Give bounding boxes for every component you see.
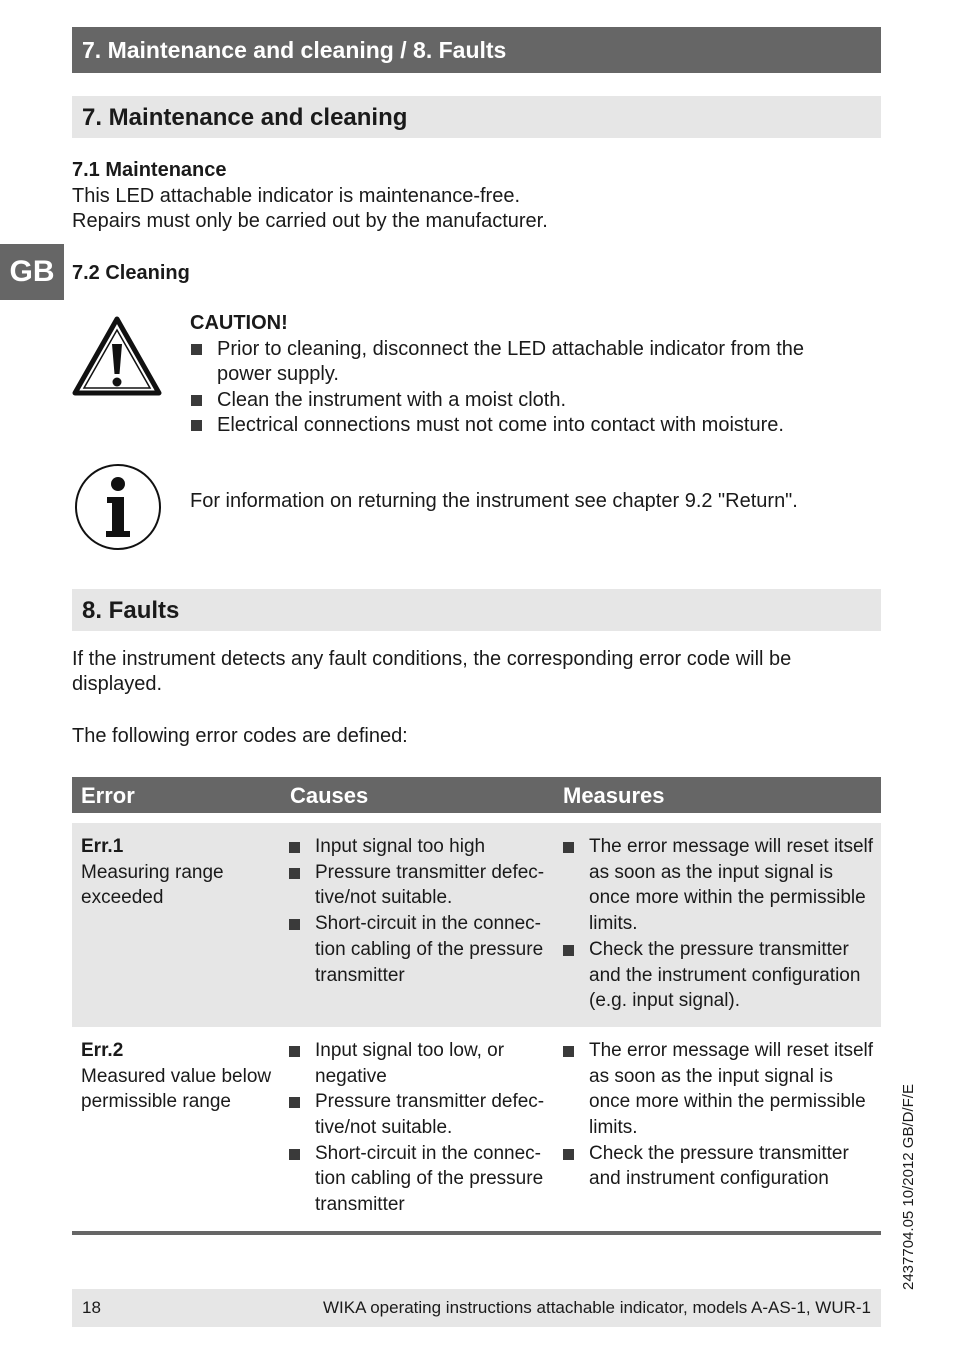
table-header [72, 777, 881, 813]
measures-cell [554, 1038, 881, 1218]
maintenance-heading: 7.1 Maintenance [72, 159, 227, 181]
error-description: Measuring range exceeded [81, 861, 224, 909]
causes-list [288, 1038, 554, 1218]
document-code: 2437704.05 10/2012 GB/D/F/E [900, 1084, 917, 1290]
error-cell [72, 1038, 281, 1218]
table-bottom-rule [72, 1231, 881, 1235]
language-tab: GB [0, 244, 64, 300]
info-text: For information on returning the instrument see chapter 9.2 "Return". [190, 490, 798, 512]
causes-cell [281, 834, 554, 1014]
maintenance-line-2: Repairs must only be carried out by the manufacturer. [72, 210, 548, 232]
error-code: Err.2 [81, 1039, 124, 1061]
page-number: 18 [82, 1298, 101, 1317]
header-error: Error [81, 783, 135, 808]
cause-item: Short-circuit in the connec-tion cabling of the pressure transmitter [288, 1141, 554, 1218]
table-row [72, 1027, 881, 1231]
measures-list [562, 1038, 875, 1192]
table-row [72, 823, 881, 1027]
cause-item: Input signal too low, or negative [288, 1038, 554, 1089]
faults-intro-2: The following error codes are defined: [72, 725, 408, 747]
measure-item: Check the pressure transmitter and instrument configuration [562, 1141, 875, 1192]
measures-cell [554, 834, 881, 1014]
caution-title: CAUTION! [190, 312, 288, 334]
measure-item: The error message will reset itself as soon as the input signal is once more within the permissible limits. [562, 1038, 875, 1141]
error-description: Measured value below permissible range [81, 1065, 272, 1113]
caution-block [190, 311, 840, 439]
section-7-heading: 7. Maintenance and cleaning [72, 96, 881, 138]
header-measures: Measures [563, 783, 665, 808]
causes-list [288, 834, 554, 988]
maintenance-line-1: This LED attachable indicator is maintenance-free. [72, 185, 521, 207]
caution-item: Electrical connections must not come into contact with moisture. [190, 413, 840, 439]
caution-list [190, 337, 840, 439]
warning-triangle-icon [72, 316, 162, 396]
cause-item: Pressure transmitter defec-tive/not suitable. [288, 860, 554, 911]
cause-item: Short-circuit in the connec-tion cabling of the pressure transmitter [288, 911, 554, 988]
chapter-title-bar: 7. Maintenance and cleaning / 8. Faults [72, 27, 881, 73]
faults-intro: If the instrument detects any fault conditions, the corresponding error code will be displayed. [72, 648, 792, 695]
section-8-heading: 8. Faults [72, 589, 881, 631]
caution-item: Prior to cleaning, disconnect the LED attachable indicator from the power supply. [190, 337, 840, 388]
causes-cell [281, 1038, 554, 1218]
measures-list [562, 834, 875, 1014]
info-icon [74, 463, 162, 551]
cause-item: Input signal too high [288, 834, 554, 860]
cleaning-heading: 7.2 Cleaning [72, 262, 190, 284]
error-cell [72, 834, 281, 1014]
measure-item: Check the pressure transmitter and the instrument configuration (e.g. input signal). [562, 937, 875, 1014]
caution-item: Clean the instrument with a moist cloth. [190, 388, 840, 414]
page-footer [72, 1289, 881, 1327]
measure-item: The error message will reset itself as soon as the input signal is once more within the permissible limits. [562, 834, 875, 937]
error-table [72, 777, 881, 1235]
header-causes: Causes [290, 783, 369, 808]
cause-item: Pressure transmitter defec-tive/not suitable. [288, 1089, 554, 1140]
footer-text: WIKA operating instructions attachable indicator, models A-AS-1, WUR-1 [322, 1298, 871, 1317]
error-code: Err.1 [81, 836, 124, 857]
